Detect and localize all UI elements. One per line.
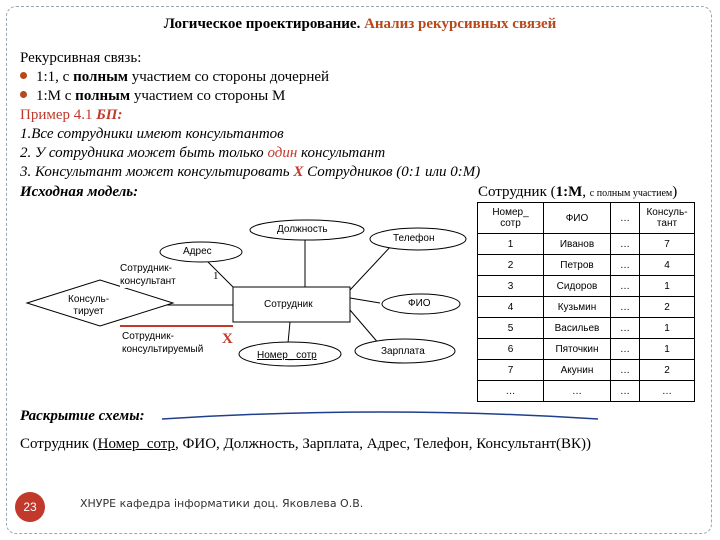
caption-post: ) <box>672 184 678 200</box>
bullet2-bold: полным <box>75 88 131 104</box>
table-row <box>478 276 695 297</box>
rule-line-1: 1.Все сотрудники имеют консультантов <box>20 126 284 142</box>
table-cell: 7 <box>640 234 695 255</box>
header-ellipsis: … <box>611 203 640 234</box>
label-fio: ФИО <box>408 298 431 309</box>
cardinality-one: 1 <box>213 270 219 282</box>
table-row <box>478 381 695 402</box>
table-cell: 4 <box>478 297 544 318</box>
footer-text: ХНУРЕ кафедра інформатики доц. Яковлева О.В. <box>80 497 364 510</box>
label-relationship: Консуль- тирует <box>68 294 110 317</box>
example-pre: Пример 4.1 <box>20 107 97 123</box>
bullet1-post: участием со стороны дочерней <box>128 69 330 85</box>
bullet2-post: участием со стороны М <box>130 88 286 104</box>
table-cell: … <box>478 381 544 402</box>
table-cell: … <box>611 234 640 255</box>
table-cell: Сидоров <box>544 276 611 297</box>
table-cell: 2 <box>478 255 544 276</box>
label-role-consultant: Сотрудник- консультант <box>120 263 176 287</box>
table-row <box>478 360 695 381</box>
table-cell: … <box>640 381 695 402</box>
header-consultant: Консуль- тант <box>640 203 695 234</box>
table-cell: … <box>544 381 611 402</box>
label-position: Должность <box>277 224 328 235</box>
rule3-pre: 3. Консультант может консультировать <box>20 164 294 180</box>
example-bold: БП: <box>96 107 123 123</box>
table-cell: 1 <box>478 234 544 255</box>
table-cell: … <box>611 255 640 276</box>
intro-line: Рекурсивная связь: <box>20 50 142 66</box>
table-cell: 2 <box>640 360 695 381</box>
rule3-x: Х <box>293 164 304 180</box>
rule3-post: Сотрудников (0:1 или 0:М) <box>303 164 481 180</box>
label-address: Адрес <box>183 246 212 257</box>
label-number: Номер_ сотр <box>257 350 317 361</box>
caption-small: с полным участием <box>589 188 673 199</box>
caption-mid: , <box>582 184 590 200</box>
table-cell: 1 <box>640 276 695 297</box>
table-row <box>478 255 695 276</box>
schema-pre: Сотрудник ( <box>20 436 98 452</box>
rule2-red: один <box>267 145 298 161</box>
source-model-label: Исходная модель: <box>20 184 139 200</box>
label-salary: Зарплата <box>381 346 425 357</box>
rule2-post: консультант <box>297 145 386 161</box>
table-row <box>478 318 695 339</box>
table-cell: … <box>611 381 640 402</box>
table-cell: Петров <box>544 255 611 276</box>
caption-bold: 1:М <box>555 184 583 200</box>
title-accent: Анализ рекурсивных связей <box>364 16 557 32</box>
rule2-pre: 2. У сотрудника может быть только <box>20 145 268 161</box>
table-cell: Акунин <box>544 360 611 381</box>
bullet1-bold: полным <box>73 69 129 85</box>
label-phone: Телефон <box>393 233 435 244</box>
table-cell: … <box>611 360 640 381</box>
table-cell: 1 <box>640 318 695 339</box>
header-number: Номер_ сотр <box>478 203 544 234</box>
schema-post: , ФИО, Должность, Зарплата, Адрес, Телефон, Консультант(ВК)) <box>175 436 592 452</box>
schema-key: Номер_сотр <box>97 436 176 452</box>
schema-brace <box>162 412 598 419</box>
table-cell: 6 <box>478 339 544 360</box>
table-cell: … <box>611 276 640 297</box>
table-cell: 4 <box>640 255 695 276</box>
header-fio: ФИО <box>544 203 611 234</box>
table-cell: Иванов <box>544 234 611 255</box>
table-row <box>478 297 695 318</box>
title-main: Логическое проектирование. <box>163 16 361 32</box>
table-row <box>478 234 695 255</box>
caption-pre: Сотрудник ( <box>478 184 556 200</box>
bullet1-pre: 1:1, с <box>36 69 74 85</box>
table-row <box>478 339 695 360</box>
table-cell: 2 <box>640 297 695 318</box>
cardinality-x: X <box>222 331 233 347</box>
table-cell: 7 <box>478 360 544 381</box>
table-cell: 1 <box>640 339 695 360</box>
table-cell: … <box>611 297 640 318</box>
table-cell: Васильев <box>544 318 611 339</box>
bullet2-pre: 1:М с <box>36 88 76 104</box>
table-cell: … <box>611 339 640 360</box>
table-cell: … <box>611 318 640 339</box>
table-cell: 5 <box>478 318 544 339</box>
label-role-consulted: Сотрудник- консультируемый <box>122 331 204 355</box>
table-cell: 3 <box>478 276 544 297</box>
table-cell: Кузьмин <box>544 297 611 318</box>
employee-table <box>477 202 695 402</box>
table-cell: Пяточкин <box>544 339 611 360</box>
schema-line <box>20 436 591 453</box>
page-number: 23 <box>15 492 45 522</box>
label-entity: Сотрудник <box>264 299 313 310</box>
schema-label: Раскрытие схемы: <box>20 408 145 424</box>
